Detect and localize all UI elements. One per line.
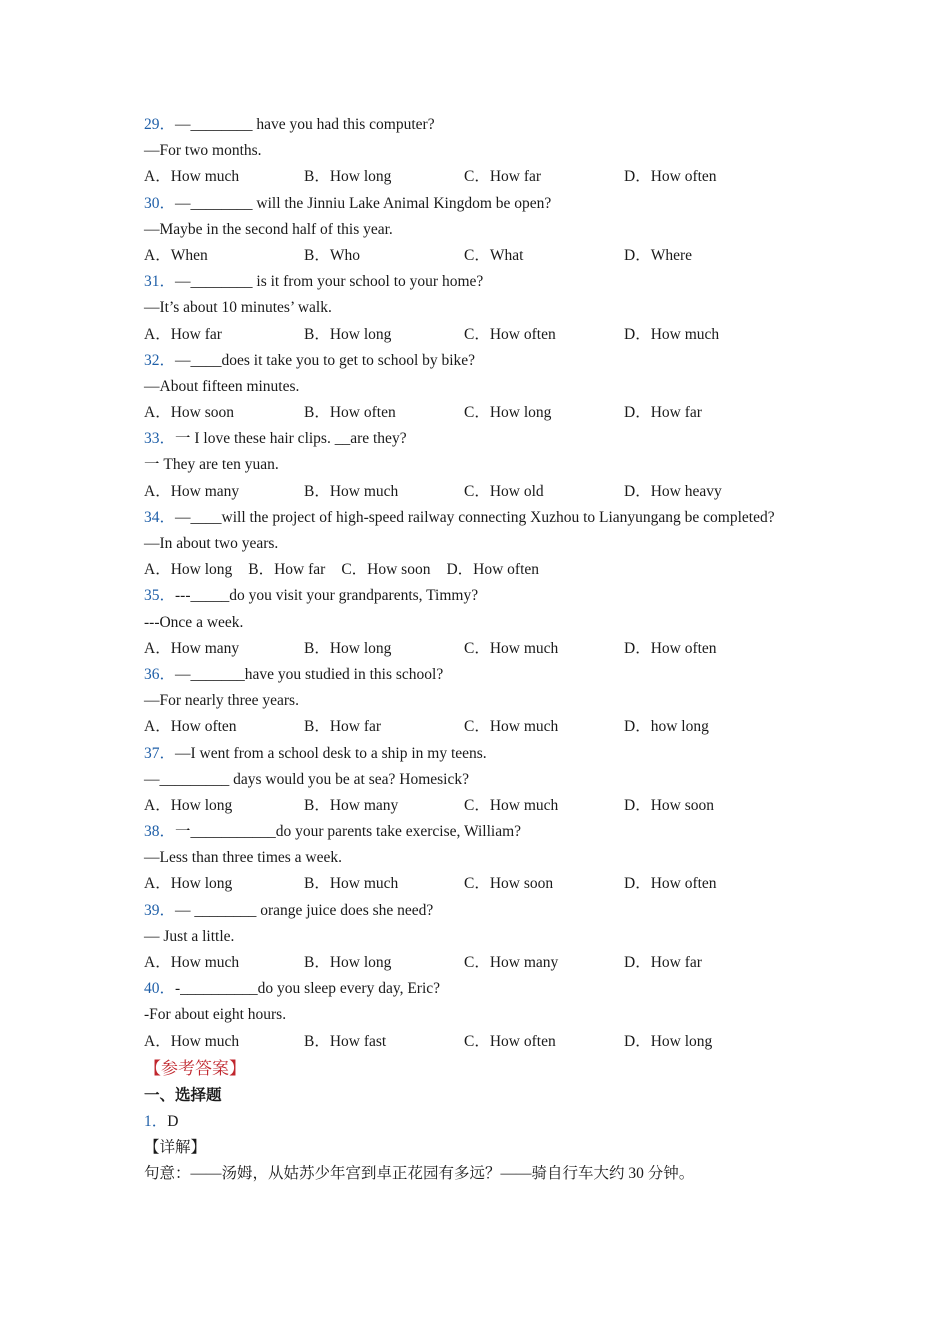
reply-text: —_________ days would you be at sea? Homesick? — [144, 770, 470, 788]
question-31 — [144, 269, 784, 348]
option-b[interactable]: B．Who — [304, 246, 360, 264]
option-c[interactable]: C．How much — [464, 796, 559, 814]
option-c[interactable]: C．How often — [464, 1032, 556, 1050]
question-number: 35． — [144, 587, 176, 605]
option-d[interactable]: D．How often — [624, 168, 717, 186]
question-text: —I went from a school desk to a ship in my teens. — [175, 744, 487, 762]
question-stem — [144, 898, 784, 924]
question-number: 31． — [144, 273, 176, 291]
question-stem — [144, 662, 784, 688]
option-c[interactable]: C．How soon — [464, 875, 554, 893]
answer-line — [144, 1109, 784, 1135]
option-c[interactable]: C．How many — [464, 954, 559, 972]
question-38 — [144, 819, 784, 898]
option-b[interactable]: B．How much — [304, 482, 399, 500]
answer-section — [144, 1055, 784, 1188]
question-number: 39． — [144, 901, 176, 919]
question-text: 一___________do your parents take exercise, William? — [175, 823, 522, 841]
options-row — [144, 636, 784, 662]
options-row — [144, 871, 784, 897]
option-a[interactable]: A．When — [144, 246, 208, 264]
question-text: -__________do you sleep every day, Eric? — [175, 980, 441, 998]
question-stem — [144, 819, 784, 845]
option-b[interactable]: B．How fast — [304, 1032, 387, 1050]
option-b[interactable]: B．How many — [304, 796, 399, 814]
option-b[interactable]: B．How long — [304, 639, 392, 657]
options-row — [144, 400, 784, 426]
question-text: ---_____do you visit your grandparents, Timmy? — [175, 587, 479, 605]
question-text: —________ is it from your school to your home? — [175, 273, 484, 291]
option-d[interactable]: D．How often — [446, 561, 540, 579]
answer-header: 【参考答案】 — [144, 1058, 246, 1078]
question-29 — [144, 112, 784, 191]
question-number: 36． — [144, 665, 176, 683]
question-text: —________ will the Jinniu Lake Animal Kingdom be open? — [175, 194, 552, 212]
question-number: 37． — [144, 744, 176, 762]
question-39 — [144, 898, 784, 977]
reply-text: -For about eight hours. — [144, 1006, 287, 1024]
question-35 — [144, 583, 784, 662]
option-d[interactable]: D．How much — [624, 325, 720, 343]
reply-text: 一 They are ten yuan. — [144, 456, 279, 474]
question-stem — [144, 269, 784, 295]
reply-text: —For nearly three years. — [144, 692, 299, 710]
reply-text: —In about two years. — [144, 535, 279, 553]
options-row — [144, 950, 784, 976]
option-c[interactable]: C．How long — [464, 404, 552, 422]
option-b[interactable]: B．How long — [304, 168, 392, 186]
option-a[interactable]: A．How long — [144, 796, 233, 814]
question-stem — [144, 583, 784, 609]
detail-label: 【详解】 — [144, 1139, 207, 1157]
question-stem — [144, 426, 784, 452]
option-a[interactable]: A．How far — [144, 325, 222, 343]
reply-text: —It’s about 10 minutes’ walk. — [144, 299, 332, 317]
question-34 — [144, 505, 784, 584]
reply-text: —Less than three times a week. — [144, 849, 342, 867]
question-number: 40． — [144, 980, 176, 998]
option-d[interactable]: D．how long — [624, 718, 709, 736]
question-number: 32． — [144, 351, 176, 369]
answer-number: 1． — [144, 1112, 168, 1130]
question-number: 38． — [144, 823, 176, 841]
option-a[interactable]: A．How long — [144, 561, 233, 579]
question-32 — [144, 348, 784, 427]
option-b[interactable]: B．How much — [304, 875, 399, 893]
options-row — [144, 479, 784, 505]
question-number: 33． — [144, 430, 176, 448]
question-text: —________ have you had this computer? — [175, 116, 435, 133]
question-number: 34． — [144, 508, 176, 526]
question-36 — [144, 662, 784, 741]
question-stem — [144, 741, 784, 767]
question-40 — [144, 976, 784, 1055]
options-row — [144, 164, 784, 190]
question-stem — [144, 191, 784, 217]
worksheet — [144, 112, 784, 1188]
reply-text: —For two months. — [144, 142, 262, 160]
option-d[interactable]: D．How heavy — [624, 482, 722, 500]
option-d[interactable]: D．How soon — [624, 796, 714, 814]
option-d[interactable]: D．Where — [624, 246, 692, 264]
option-d[interactable]: D．How far — [624, 954, 702, 972]
option-c[interactable]: C．How soon — [341, 561, 431, 579]
option-a[interactable]: A．How often — [144, 718, 237, 736]
option-a[interactable]: A．How soon — [144, 404, 234, 422]
question-text: —____will the project of high-speed railway connecting Xuzhou to Lianyungang be completed? — [175, 508, 775, 526]
question-stem — [144, 112, 784, 138]
option-b[interactable]: B．How long — [304, 954, 392, 972]
question-text: — ________ orange juice does she need? — [175, 901, 434, 919]
option-d[interactable]: D．How often — [624, 639, 717, 657]
option-b[interactable]: B．How far — [304, 718, 382, 736]
option-d[interactable]: D．How far — [624, 404, 702, 422]
question-number: 30． — [144, 194, 176, 212]
options-row — [144, 557, 784, 583]
section-title: 一、选择题 — [144, 1086, 222, 1104]
option-a[interactable]: A．How many — [144, 482, 240, 500]
option-d[interactable]: D．How long — [624, 1032, 713, 1050]
options-row — [144, 322, 784, 348]
question-text: 一 I love these hair clips. __are they? — [175, 430, 407, 448]
reply-text: ---Once a week. — [144, 613, 244, 631]
option-c[interactable]: C．How often — [464, 325, 556, 343]
option-a[interactable]: A．How much — [144, 1032, 240, 1050]
question-stem — [144, 348, 784, 374]
question-text: —____does it take you to get to school by bike? — [175, 351, 476, 369]
reply-text: — Just a little. — [144, 927, 235, 945]
question-30 — [144, 191, 784, 270]
option-b[interactable]: B．How often — [304, 404, 396, 422]
options-row — [144, 714, 784, 740]
question-number: 29． — [144, 116, 176, 133]
explanation-text: 句意：——汤姆，从姑苏少年宫到卓正花园有多远？——骑自行车大约 30 分钟。 — [144, 1165, 695, 1183]
option-a[interactable]: A．How much — [144, 168, 240, 186]
option-c[interactable]: C．How much — [464, 639, 559, 657]
option-a[interactable]: A．How many — [144, 639, 240, 657]
reply-text: —About fifteen minutes. — [144, 377, 300, 395]
options-row — [144, 243, 784, 269]
option-c[interactable]: C．How much — [464, 718, 559, 736]
question-text: —_______have you studied in this school? — [175, 665, 444, 683]
question-37 — [144, 741, 784, 820]
option-c[interactable]: C．How far — [464, 168, 542, 186]
answer-value: D — [167, 1112, 179, 1130]
options-row — [144, 793, 784, 819]
option-b[interactable]: B．How long — [304, 325, 392, 343]
option-c[interactable]: C．What — [464, 246, 524, 264]
question-33 — [144, 426, 784, 505]
reply-text: —Maybe in the second half of this year. — [144, 220, 393, 238]
question-stem — [144, 976, 784, 1002]
option-c[interactable]: C．How old — [464, 482, 544, 500]
option-a[interactable]: A．How long — [144, 875, 233, 893]
options-row — [144, 1029, 784, 1055]
question-stem — [144, 505, 784, 531]
option-b[interactable]: B．How far — [248, 561, 326, 579]
option-d[interactable]: D．How often — [624, 875, 717, 893]
option-a[interactable]: A．How much — [144, 954, 240, 972]
